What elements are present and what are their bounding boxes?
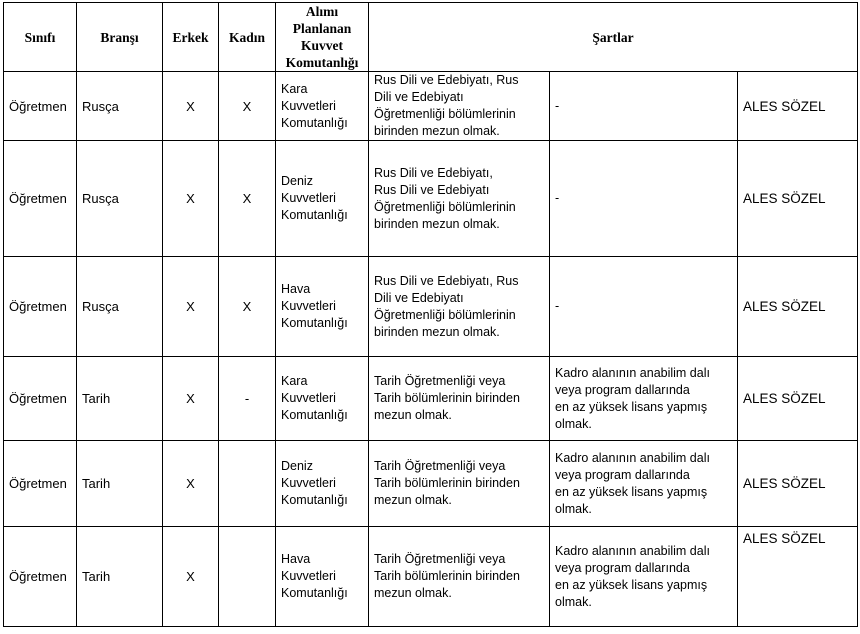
cell-sart-exam: ALES SÖZEL [738,257,858,357]
cell-sart-extra [550,72,738,141]
sart-line: en az yüksek lisans yapmış [555,399,708,414]
cell-kuvvet [276,72,369,141]
header-planlanan-line: Planlanan [292,21,352,36]
cell-erkek: X [163,527,219,627]
cell-sinif: Öğretmen [4,257,77,357]
cell-sart-extra [550,141,738,257]
kuvvet-line: Kuvvetleri [281,299,336,313]
sart-line: birinden mezun olmak. [374,124,500,138]
cell-sart-exam: ALES SÖZEL [738,441,858,527]
cell-sart-extra [550,527,738,627]
sart-line: Rus Dili ve Edebiyatı [374,182,490,197]
cell-sart-education [369,141,550,257]
kuvvet-line: Deniz [281,174,313,188]
cell-kuvvet [276,357,369,441]
cell-sart-extra [550,441,738,527]
header-bransi: Branşı [77,3,163,72]
sart-line: Tarih bölümlerinin birinden [374,569,520,583]
table-row [4,357,858,441]
cell-sart-exam: ALES SÖZEL [738,527,858,627]
sart-line: veya program dallarında [555,467,690,482]
cell-kuvvet [276,441,369,527]
sart-line: Rus Dili ve Edebiyatı, Rus [374,73,519,87]
sart-line: olmak. [555,416,592,431]
requirements-table [3,2,858,627]
sart-line: Öğretmenliği bölümlerinin [374,307,516,322]
cell-sinif: Öğretmen [4,357,77,441]
header-row [4,3,858,72]
sart-line: - [555,191,560,205]
table-row [4,441,858,527]
sart-line: en az yüksek lisans yapmış [555,484,708,499]
header-planlanan-line: Kuvvet [301,38,343,53]
sart-line: Tarih Öğretmenliği veya [374,459,506,473]
kuvvet-line: Komutanlığı [281,493,348,507]
sart-line: mezun olmak. [374,408,452,422]
sart-line: Öğretmenliği bölümlerinin [374,199,516,214]
cell-sart-extra [550,357,738,441]
cell-brans: Rusça [77,257,163,357]
sart-line: Tarih Öğretmenliği veya [374,552,506,566]
table-row [4,141,858,257]
cell-kadin: X [219,257,276,357]
cell-kadin: - [219,357,276,441]
kuvvet-line: Komutanlığı [281,208,348,222]
table-row [4,257,858,357]
sart-line: Öğretmenliği bölümlerinin [374,107,516,121]
cell-sart-education [369,441,550,527]
table-row [4,527,858,627]
kuvvet-line: Kuvvetleri [281,98,336,113]
cell-sart-education [369,527,550,627]
header-planlanan-kuvvet [276,3,369,72]
cell-erkek: X [163,141,219,257]
cell-kadin [219,527,276,627]
kuvvet-line: Kuvvetleri [281,569,336,583]
cell-kuvvet [276,141,369,257]
cell-sart-exam: ALES SÖZEL [738,357,858,441]
sart-line: Rus Dili ve Edebiyatı, [374,165,493,180]
cell-erkek: X [163,257,219,357]
cell-sart-education [369,357,550,441]
header-erkek: Erkek [163,3,219,72]
sart-line: Tarih Öğretmenliği veya [374,374,506,388]
cell-erkek: X [163,357,219,441]
sart-line: mezun olmak. [374,493,452,507]
kuvvet-line: Kuvvetleri [281,191,336,205]
cell-sart-exam: ALES SÖZEL [738,141,858,257]
cell-kuvvet [276,527,369,627]
header-kadin: Kadın [219,3,276,72]
sart-line: Tarih bölümlerinin birinden [374,391,520,405]
cell-sinif: Öğretmen [4,72,77,141]
sart-line: veya program dallarında [555,560,690,575]
kuvvet-line: Hava [281,552,311,566]
sart-line: Rus Dili ve Edebiyatı, Rus [374,273,519,288]
kuvvet-line: Komutanlığı [281,115,348,130]
sart-line: Kadro alanının anabilim dalı [555,365,710,380]
cell-sart-education [369,257,550,357]
sart-line: Dili ve Edebiyatı [374,90,464,104]
kuvvet-line: Kuvvetleri [281,476,336,490]
sart-line: - [555,299,560,313]
cell-erkek: X [163,72,219,141]
cell-brans: Tarih [77,357,163,441]
sart-line: Kadro alanının anabilim dalı [555,543,710,558]
kuvvet-line: Kuvvetleri [281,391,336,405]
sart-line: en az yüksek lisans yapmış [555,577,708,592]
sart-line: - [555,98,560,113]
cell-kadin: X [219,72,276,141]
sart-line: olmak. [555,594,592,609]
sart-line: Kadro alanının anabilim dalı [555,450,710,465]
kuvvet-line: Kara [281,374,308,388]
sart-line: Dili ve Edebiyatı [374,290,464,305]
kuvvet-line: Komutanlığı [281,408,348,422]
sart-line: birinden mezun olmak. [374,216,500,231]
header-sartlar: Şartlar [369,3,858,72]
cell-sinif: Öğretmen [4,527,77,627]
cell-sart-exam: ALES SÖZEL [738,72,858,141]
cell-brans: Tarih [77,441,163,527]
sart-line: birinden mezun olmak. [374,324,500,339]
table-row [4,72,858,141]
kuvvet-line: Deniz [281,459,313,473]
cell-kuvvet [276,257,369,357]
sart-line: olmak. [555,501,592,516]
sart-line: veya program dallarında [555,382,690,397]
cell-brans: Rusça [77,72,163,141]
kuvvet-line: Hava [281,282,311,296]
cell-erkek: X [163,441,219,527]
cell-kadin [219,441,276,527]
cell-brans: Tarih [77,527,163,627]
sart-line: Tarih bölümlerinin birinden [374,476,520,490]
cell-sinif: Öğretmen [4,441,77,527]
cell-sart-education [369,72,550,141]
header-sinifi: Sınıfı [4,3,77,72]
header-planlanan-line: Komutanlığı [285,55,359,70]
cell-sinif: Öğretmen [4,141,77,257]
kuvvet-line: Komutanlığı [281,316,348,330]
header-planlanan-line: Alımı [305,4,339,19]
kuvvet-line: Komutanlığı [281,586,348,600]
sart-line: mezun olmak. [374,586,452,600]
cell-brans: Rusça [77,141,163,257]
kuvvet-line: Kara [281,81,308,96]
cell-kadin: X [219,141,276,257]
cell-sart-extra [550,257,738,357]
